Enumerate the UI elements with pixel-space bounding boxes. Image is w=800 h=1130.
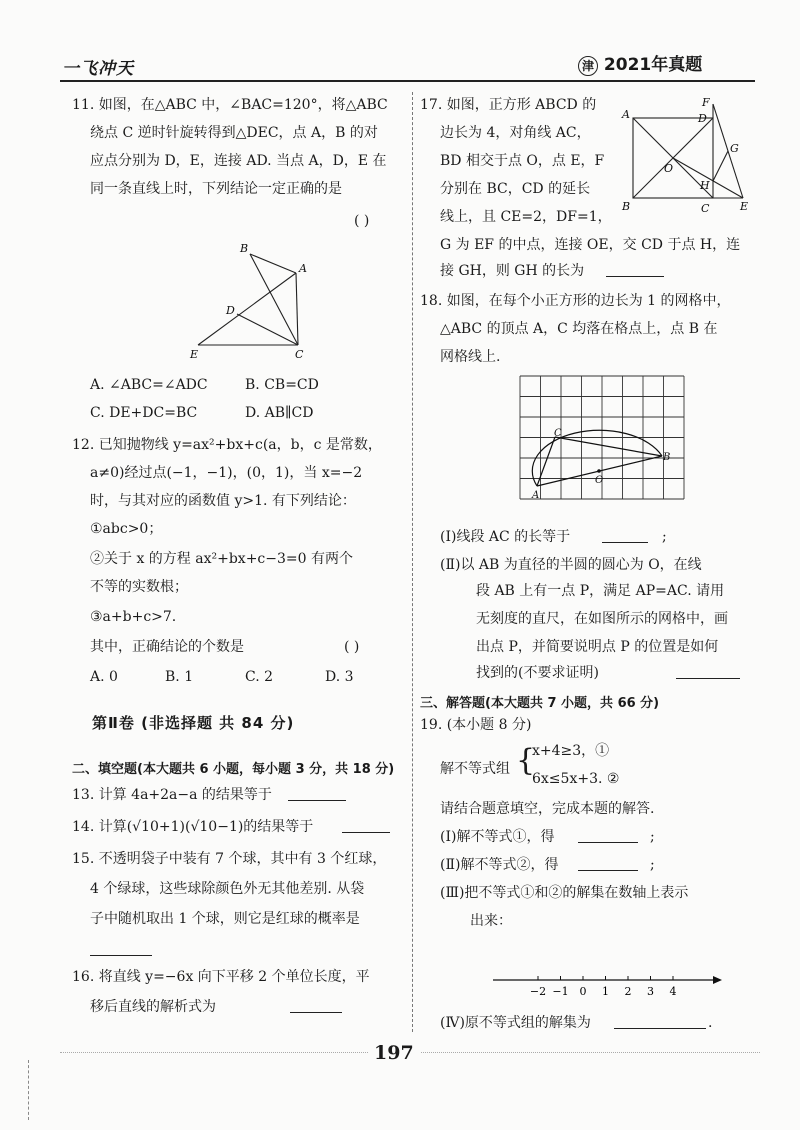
q16-line-1: 16. 将直线 y=−6x 向下平移 2 个单位长度，平 <box>72 969 370 985</box>
q17-line-3: BD 相交于点 O，点 E，F <box>440 153 605 169</box>
fill-section-title: 二、填空题(本大题共 6 小题，每小题 3 分，共 18 分) <box>72 762 395 777</box>
q18-line-1: 18. 如图，在每个小正方形的边长为 1 的网格中， <box>420 293 731 309</box>
q17-answer-blank[interactable] <box>606 276 664 277</box>
number-line-tick-label: 1 <box>602 985 609 998</box>
q11-seg-DC <box>237 314 298 345</box>
q19-step4-period: . <box>708 1015 713 1031</box>
q11-option-c: C. DE+DC=BC <box>90 405 198 421</box>
q11-line-4: 同一条直线上时，下列结论一定正确的是 <box>90 181 342 197</box>
q15-line-3: 子中随机取出 1 个球，则它是红球的概率是 <box>90 911 360 927</box>
q11-seg-BA <box>250 254 296 273</box>
q19-number-line <box>488 968 728 1004</box>
header-rule <box>60 80 755 82</box>
series-logo: 一飞冲天 <box>62 59 134 79</box>
number-line-tick-label: 0 <box>579 985 587 998</box>
q11-seg-AC <box>296 273 298 345</box>
q18-part2-blank[interactable] <box>676 678 740 679</box>
q11-label-A: A <box>299 262 307 275</box>
q15-line-1: 15. 不透明袋子中装有 7 个球，其中有 3 个红球， <box>72 851 387 867</box>
region-badge: 津 <box>578 56 598 76</box>
q11-option-d: D. AB∥CD <box>245 405 314 421</box>
q18-label-C: C <box>554 428 562 439</box>
q19-step2-blank[interactable] <box>578 870 638 871</box>
q19-step2-semicolon: ; <box>650 857 655 873</box>
q11-seg-EA <box>198 273 296 345</box>
q11-label-C: C <box>295 348 304 361</box>
q18-center-dot <box>597 469 601 473</box>
q19-head: 19. (本小题 8 分) <box>420 717 532 733</box>
q11-line-3: 应点分别为 D，E，连接 AD. 当点 A，D，E 在 <box>90 153 387 169</box>
q18-line-3: 网格线上. <box>440 349 501 365</box>
q17-label-G: G <box>730 142 739 155</box>
q12-line-3: 时，与其对应的函数值 y>1. 有下列结论： <box>90 493 356 509</box>
q18-part-2-line-2: 段 AB 上有一点 P，满足 AP=AC. 请用 <box>476 583 725 599</box>
q18-label-B: B <box>663 452 671 463</box>
q12-line-6: 不等的实数根； <box>90 579 188 595</box>
q12-line-7: ③a+b+c>7. <box>90 609 177 625</box>
q18-line-2: △ABC 的顶点 A，C 均落在格点上，点 B 在 <box>440 321 718 337</box>
q12-line-2: a≠0)经过点(−1，−1)，(0，1)，当 x=−2 <box>90 465 363 481</box>
q19-step-3-line-1: (Ⅲ)把不等式①和②的解集在数轴上表示 <box>440 885 689 901</box>
q17-label-C: C <box>701 202 710 215</box>
q17-line-1: 17. 如图，正方形 ABCD 的 <box>420 97 597 113</box>
q19-solve-label: 解不等式组 <box>440 761 510 777</box>
q11-label-D: D <box>226 304 235 317</box>
q11-line-2: 绕点 C 逆时针旋转得到△DEC，点 A，B 的对 <box>90 125 378 141</box>
q16-answer-blank[interactable] <box>290 1012 342 1013</box>
q18-part-2-line-4: 出点 P，并简要说明点 P 的位置是如何 <box>476 639 719 655</box>
page-number: 197 <box>368 1042 420 1064</box>
q14-text: 14. 计算(√10+1)(√10−1)的结果等于 <box>72 819 314 835</box>
q15-answer-blank[interactable] <box>90 955 152 956</box>
q17-label-D: D <box>698 112 707 125</box>
q17-label-B: B <box>622 200 631 213</box>
q19-step-3-line-2: 出来： <box>470 913 512 929</box>
q13-answer-blank[interactable] <box>288 800 346 801</box>
q19-step1-semicolon: ; <box>650 829 655 845</box>
q19-step4-blank[interactable] <box>614 1028 706 1029</box>
q11-answer-paren: ( ) <box>354 213 370 229</box>
q18-part-2-line-3: 无刻度的直尺，在如图所示的网格中，画 <box>476 611 728 627</box>
q18-label-A: A <box>532 490 540 501</box>
number-line-ticks <box>530 976 677 998</box>
number-line-tick-label: 2 <box>624 985 632 998</box>
q19-step-1: (Ⅰ)解不等式①，得 <box>440 829 555 845</box>
year-title: 2021年真题 <box>603 55 703 75</box>
q11-label-E: E <box>190 348 199 361</box>
number-line-tick-label: −2 <box>529 985 547 998</box>
q12-line-8: 其中，正确结论的个数是 <box>90 639 244 655</box>
q17-line-5: 线上，且 CE=2，DF=1， <box>440 209 612 225</box>
q18-seg-CB <box>555 437 662 456</box>
q19-step-2: (Ⅱ)解不等式②，得 <box>440 857 559 873</box>
q12-option-a: A. 0 <box>90 669 118 685</box>
number-line-tick-label: −1 <box>552 985 569 998</box>
q11-option-a: A. ∠ABC=∠ADC <box>90 377 208 393</box>
q18-part-2-line-1: (Ⅱ)以 AB 为直径的半圆的圆心为 O，在线 <box>440 557 702 573</box>
q19-brace: { <box>516 743 536 778</box>
q12-option-c: C. 2 <box>245 669 274 685</box>
binding-margin-line <box>28 1060 29 1120</box>
answer-section-title: 三、解答题(本大题共 7 小题，共 66 分) <box>420 696 660 711</box>
column-divider <box>412 92 414 1032</box>
q18-part-1: (Ⅰ)线段 AC 的长等于 <box>440 529 571 545</box>
q12-answer-paren: ( ) <box>344 639 360 655</box>
number-line-tick-label: 4 <box>669 985 677 998</box>
q12-line-4: ①abc>0； <box>90 521 163 537</box>
q17-figure <box>618 96 758 216</box>
part-2-title: 第Ⅱ卷 (非选择题 共 84 分) <box>92 714 295 732</box>
q18-grid-figure <box>512 370 692 506</box>
q12-option-d: D. 3 <box>325 669 354 685</box>
q18-part-2-line-5: 找到的(不要求证明) <box>476 665 599 681</box>
header-title <box>578 50 702 76</box>
number-line-tick-label: 3 <box>647 985 654 998</box>
q11-option-b: B. CB=CD <box>245 377 319 393</box>
q11-figure <box>180 238 320 363</box>
q15-line-2: 4 个绿球，这些球除颜色外无其他差别. 从袋 <box>90 881 365 897</box>
q19-inequality-2: 6x≤5x+3. ② <box>532 771 620 787</box>
q19-step-4: (Ⅳ)原不等式组的解集为 <box>440 1015 591 1031</box>
q11-seg-BC <box>250 254 298 345</box>
q18-part1-blank[interactable] <box>602 542 648 543</box>
q11-line-1: 11. 如图，在△ABC 中，∠BAC=120°，将△ABC <box>72 97 388 113</box>
q17-seg-HG <box>713 151 728 181</box>
q12-line-1: 12. 已知抛物线 y=ax²+bx+c(a，b，c 是常数， <box>72 437 382 453</box>
q13-text: 13. 计算 4a+2a−a 的结果等于 <box>72 787 272 803</box>
number-line-arrow <box>713 976 722 984</box>
q17-line-2: 边长为 4，对角线 AC， <box>440 125 591 141</box>
q12-line-5: ②关于 x 的方程 ax²+bx+c−3=0 有两个 <box>90 551 353 567</box>
q17-line-6: G 为 EF 的中点，连接 OE，交 CD 于点 H，连 <box>440 237 741 253</box>
q18-part1-semicolon: ; <box>662 529 667 545</box>
q12-option-b: B. 1 <box>165 669 194 685</box>
q17-label-F: F <box>702 96 710 109</box>
q17-label-A: A <box>622 108 630 121</box>
q14-answer-blank[interactable] <box>342 832 390 833</box>
q19-step1-blank[interactable] <box>578 842 638 843</box>
q16-line-2: 移后直线的解析式为 <box>90 999 216 1015</box>
q17-line-4: 分别在 BC，CD 的延长 <box>440 181 591 197</box>
q17-label-H: H <box>700 179 710 192</box>
q19-inequality-1: x+4≥3，① <box>532 743 610 759</box>
q17-line-7: 接 GH，则 GH 的长为 <box>440 263 585 279</box>
q18-label-O: O <box>595 475 604 486</box>
q17-label-E: E <box>740 200 749 213</box>
q11-label-B: B <box>240 242 249 255</box>
q19-intro: 请结合题意填空，完成本题的解答. <box>440 801 655 817</box>
q17-label-O: O <box>664 162 674 175</box>
